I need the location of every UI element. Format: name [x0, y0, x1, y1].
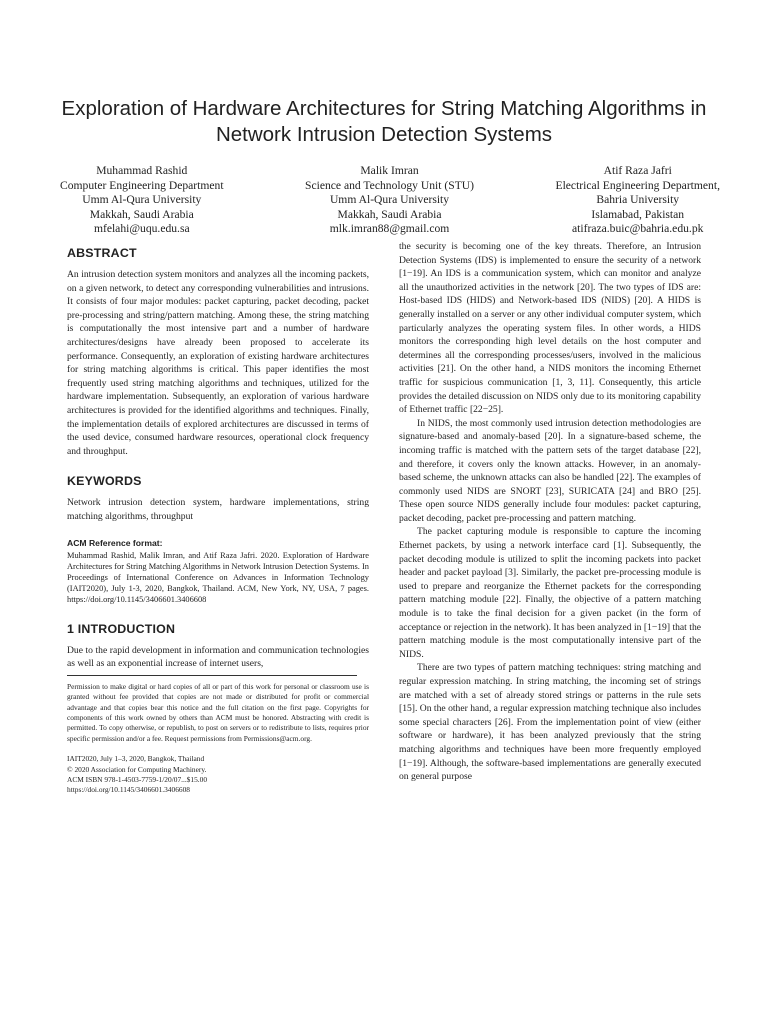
conference-line: IAIT2020, July 1–3, 2020, Bangkok, Thailand — [67, 754, 205, 764]
copyright-line: © 2020 Association for Computing Machinery. — [67, 764, 207, 774]
author-organization: Umm Al-Qura University — [82, 193, 202, 207]
author-location: Islamabad, Pakistan — [591, 207, 685, 221]
author-name: Muhammad Rashid — [96, 164, 188, 177]
author-department: Science and Technology Unit (STU) — [305, 178, 475, 192]
paper-title: Exploration of Hardware Architectures for String Matching Algorithms in Network Intrusion Detection Systems — [61, 97, 707, 146]
author-2 — [305, 164, 474, 237]
reference-format-text: Muhammad Rashid, Malik Imran, and Atif Raza Jafri. 2020. Exploration of Hardware Architectures for String Matching Algorithms in Network Intrusion Detection Systems. In Proceedings of International Conference on Advances in Information Technology (IAIT2020), July 1-3, 2020, Bangkok, Thailand. ACM, New York, NY, USA, 7 pages. https://doi.org/10.1145/3406601.3406608 — [67, 550, 369, 605]
author-block — [60, 164, 720, 237]
intro-paragraph: the security is becoming one of the key threats. Therefore, an Intrusion Detection Systems (IDS) is implemented to ensure the security of a network [1−19]. An IDS is a communication system, which can monitor and analyze all the unauthorized activities in the network [20]. The two types of IDS are: Host-based IDS (HIDS) and Network-based IDS (NIDS) [20]. A HIDS is generally installed on a server or any other individual computer system, which particularly analyzes the operating system files. In other words, a HIDS monitors the corresponding high level details on the host computer and determines all the corresponding processes/users, involved in the malicious activities [21]. On the other hand, a NIDS monitors the incoming Ethernet traffic for suspicious communication [1, 3, 11]. Consequently, this article provides the detailed discussion on NIDS only due to its monitoring capability of Ethernet traffic [22−25]. — [399, 241, 701, 416]
author-name: Malik Imran — [360, 164, 419, 177]
author-location: Makkah, Saudi Arabia — [89, 207, 194, 221]
abstract-heading: ABSTRACT — [67, 246, 137, 260]
keywords-text: Network intrusion detection system, hardware implementations, string matching algorithms, throughput — [67, 497, 369, 522]
introduction-text-left: Due to the rapid development in information and communication technologies as well as an exponential increase of internet users, — [67, 644, 369, 670]
reference-format-heading: ACM Reference format: — [67, 537, 163, 548]
author-location: Makkah, Saudi Arabia — [337, 207, 442, 221]
doi-line: https://doi.org/10.1145/3406601.3406608 — [67, 785, 190, 795]
right-column — [399, 240, 701, 784]
intro-paragraph: There are two types of pattern matching techniques: string matching and regular expression matching. In string matching, the incoming set of strings are matched with a set of already stored strings or patterns in the rule sets [15]. On the other hand, a regular expression matching technique also includes some special characters [26]. From the implementation point of view (either software or hardware), it has been analyzed previously that the string matching algorithms and techniques have been more frequently employed [1−19]. Although, the software-based implementations are generally executed on general purpose — [399, 662, 701, 783]
author-3 — [555, 164, 720, 237]
left-column — [67, 240, 369, 796]
introduction-heading: 1 INTRODUCTION — [67, 621, 176, 636]
intro-paragraph: The packet capturing module is responsible to capture the incoming Ethernet packets, by using a network interface card [1]. Subsequently, the packet decoding module is utilized to split the incoming packets into packet header and packet payload [3]. Similarly, the packet pre-processing module is used to prepare and reorganize the Ethernet packets for the corresponding pattern matching module [22]. Finally, the objective of a pattern matching module is to take the final decision for a given packet (in the form of acceptance or rejection in the network). It has been analyzed in [1−19] that the pattern matching module is the most computationally intensive part of the NIDS. — [399, 526, 701, 660]
isbn-line: ACM ISBN 978-1-4503-7759-1/20/07...$15.00 — [67, 774, 208, 784]
author-email: atifraza.buic@bahria.edu.pk — [572, 222, 704, 236]
author-email: mfelahi@uqu.edu.sa — [93, 222, 190, 236]
author-email: mlk.imran88@gmail.com — [329, 222, 450, 236]
author-organization: Umm Al-Qura University — [329, 193, 450, 207]
author-1 — [60, 164, 224, 237]
footnote-divider — [67, 675, 357, 676]
permission-notice: Permission to make digital or hard copies of all or part of this work for personal or classroom use is granted without fee provided that copies are not made or distributed for profit or commercial advantage and that copies bear this notice and the full citation on the first page. Copyrights for components of this work owned by others than ACM must be honored. Abstracting with credit is permitted. To copy otherwise, or republish, to post on servers or to redistribute to lists, requires prior specific permission and/or a fee. Request permissions from Permissions@acm.org. — [67, 681, 369, 743]
keywords-heading: KEYWORDS — [67, 474, 142, 489]
abstract-text: An intrusion detection system monitors and analyzes all the incoming packets, on a given network, to detect any corresponding vulnerabilities and intrusions. It consists of four major modules: packet capturing, packet decoding, packet pre-processing and string/pattern matching. Among these, the string matching is computationally the most intensive part and a number of hardware architectures/designs have already been proposed to accelerate its performance. Consequently, an exploration of existing hardware architectures for string matching algorithms is critical. This paper identifies the most frequently used string matching algorithms and techniques, utilized for the hardware implementation. Subsequently, an exploration of various hardware architectures is provided for the identified algorithms and techniques. Finally, the implementation details of explored architectures are discussed in terms of the used device, consumed hardware resources, operational clock frequency and throughput. — [67, 269, 369, 457]
intro-paragraph: In NIDS, the most commonly used intrusion detection methodologies are signature-based and anomaly-based [20]. In a signature-based scheme, the incoming traffic is matched with the pattern sets of the target database [22], and therefore, it covers only the known attacks. However, in an anomaly-based scheme, the unknown attacks can also be handled [22]. The examples of commonly used NIDS are SNORT [23], SURICATA [24] and BRO [25]. These open source NIDS generally include four modules: packet capturing, packet decoding, packet pre-processing and pattern matching. — [399, 417, 701, 524]
author-department: Computer Engineering Department — [60, 178, 224, 192]
publication-meta — [67, 754, 369, 796]
author-department: Electrical Engineering Department, — [555, 178, 720, 192]
author-organization: Bahria University — [596, 193, 680, 207]
author-name: Atif Raza Jafri — [603, 164, 672, 177]
